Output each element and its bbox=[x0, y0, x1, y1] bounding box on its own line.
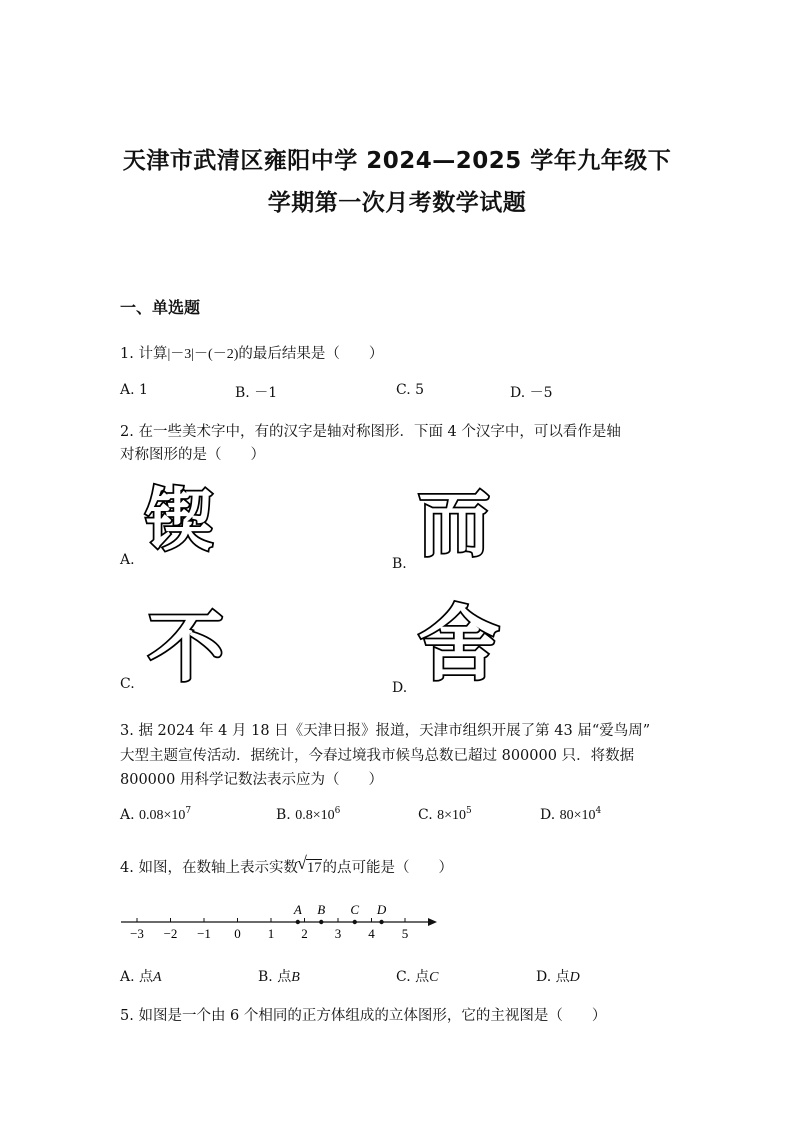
tick-label: −3 bbox=[130, 926, 144, 941]
q3-option-b[interactable]: B. $0.8\times 10^6$ bbox=[276, 806, 341, 823]
point-label-c: C bbox=[350, 902, 360, 917]
tick-label: 0 bbox=[234, 926, 241, 941]
tick-label: 2 bbox=[301, 926, 308, 941]
q4-option-c[interactable]: C. 点C bbox=[396, 969, 439, 985]
tick-label: −1 bbox=[197, 926, 211, 941]
point-a bbox=[296, 920, 300, 924]
q1-expression: |－3|－(－2) bbox=[167, 347, 239, 362]
number-line-arrow bbox=[428, 918, 437, 926]
question-1 bbox=[120, 342, 383, 363]
hollow-char-c: 不 bbox=[148, 603, 224, 692]
q4-option-b[interactable]: B. 点B bbox=[258, 969, 300, 985]
tick-label: 1 bbox=[267, 926, 275, 941]
q1-suffix: 的最后结果是（ ） bbox=[238, 346, 384, 362]
q3-option-d[interactable]: D. $80\times 10^4$ bbox=[540, 806, 602, 823]
q4-option-d[interactable]: D. 点D bbox=[536, 969, 580, 985]
q2-option-d[interactable]: D. bbox=[392, 680, 408, 696]
q3-text-line3: 800000 用科学记数法表示应为（ ） bbox=[120, 772, 383, 788]
tick-label: −2 bbox=[163, 926, 178, 941]
number-line bbox=[115, 898, 445, 944]
q4-suffix: 的点可能是（ ） bbox=[322, 860, 453, 876]
q1-option-b[interactable]: B. －1 bbox=[235, 385, 278, 401]
q2-option-c[interactable]: C. bbox=[120, 676, 135, 692]
q1-option-a[interactable]: A. 1 bbox=[120, 382, 148, 398]
hollow-char-a: 锲 bbox=[145, 482, 214, 561]
hollow-char-b: 而 bbox=[418, 482, 491, 566]
q1-prefix: 1. 计算 bbox=[120, 346, 168, 362]
q3-text-line2: 大型主题宣传活动．据统计，今春过境我市候鸟总数已超过 800000 只．将数据 bbox=[120, 748, 635, 764]
page-title-line2: 学期第一次月考数学试题 bbox=[267, 190, 527, 216]
q1-option-c[interactable]: C. 5 bbox=[396, 382, 425, 398]
point-label-a: A bbox=[293, 902, 302, 917]
hollow-char-d: 舍 bbox=[418, 597, 501, 692]
section-heading: 一、单选题 bbox=[120, 298, 201, 317]
sqrt-expression bbox=[296, 853, 323, 877]
q1-option-d[interactable]: D. －5 bbox=[510, 385, 553, 401]
q2-option-b[interactable]: B. bbox=[392, 556, 407, 572]
number-line-points bbox=[293, 902, 387, 924]
q4-prefix: 4. 如图，在数轴上表示实数 bbox=[120, 860, 298, 876]
point-d bbox=[379, 920, 383, 924]
q2-text-line1: 2. 在一些美术字中，有的汉字是轴对称图形．下面 4 个汉字中，可以看作是轴 bbox=[120, 424, 621, 440]
point-b bbox=[319, 920, 323, 924]
q3-option-c[interactable]: C. $8\times 10^5$ bbox=[418, 806, 472, 823]
q2-option-a[interactable]: A. bbox=[120, 552, 135, 568]
q4-option-a[interactable]: A. 点A bbox=[120, 969, 162, 985]
point-c bbox=[353, 920, 357, 924]
q3-text-line1: 3. 据 2024 年 4 月 18 日《天津日报》报道，天津市组织开展了第 43 届“爱鸟周” bbox=[120, 723, 651, 739]
page-title-line1: 天津市武清区雍阳中学 2024—2025 学年九年级下 bbox=[122, 148, 672, 174]
point-label-d: D bbox=[376, 902, 387, 917]
tick-label: 4 bbox=[368, 926, 375, 941]
q5-text-line1: 5. 如图是一个由 6 个相同的正方体组成的立体图形，它的主视图是（ ） bbox=[120, 1008, 607, 1024]
tick-label: 5 bbox=[401, 926, 409, 941]
q2-text-line2: 对称图形的是（ ） bbox=[120, 447, 265, 463]
point-label-b: B bbox=[317, 902, 326, 917]
tick-label: 3 bbox=[334, 926, 342, 941]
q3-option-a[interactable]: A. $0.08\times 10^7$ bbox=[120, 806, 192, 823]
question-4 bbox=[120, 853, 453, 877]
radical-sign: √ bbox=[296, 853, 307, 873]
radicand: 17 bbox=[306, 860, 322, 876]
